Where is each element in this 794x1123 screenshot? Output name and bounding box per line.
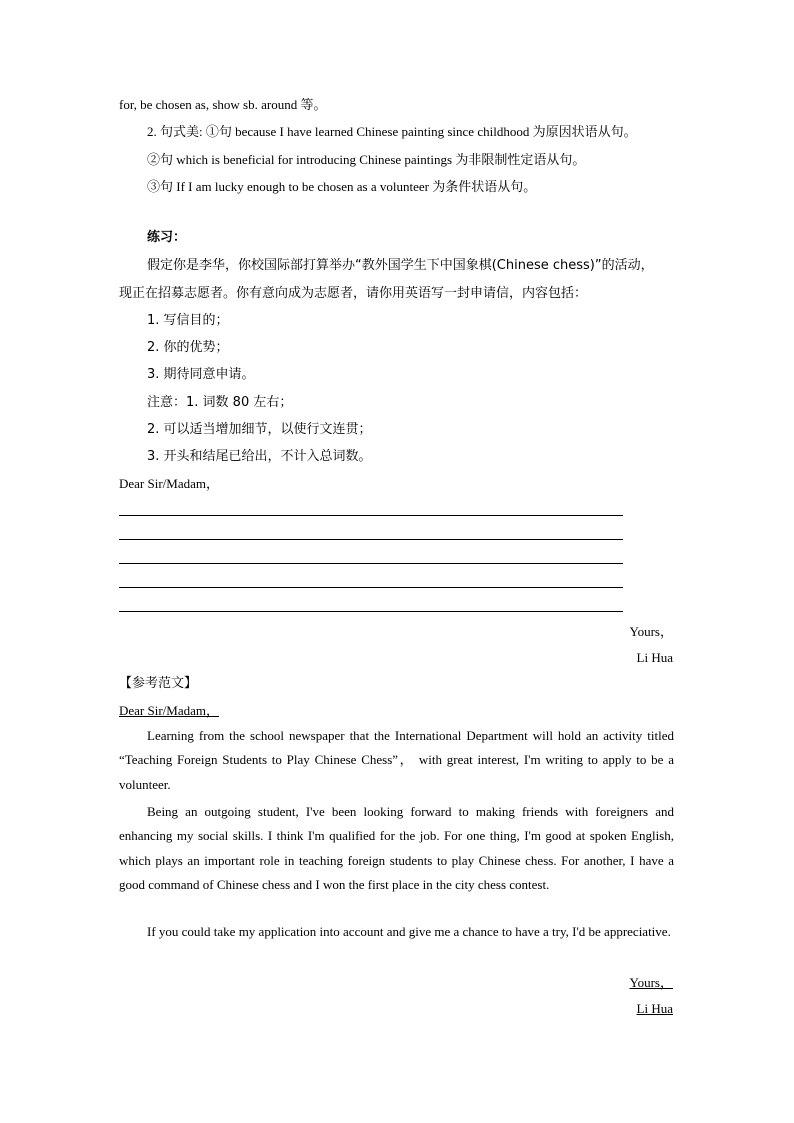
grammar-line-1: for, be chosen as, show sb. around 等。 — [119, 97, 327, 112]
exercise-note-3: 3. 开头和结尾已给出，不计入总词数。 — [147, 449, 372, 464]
grammar-line-4: ③句 If I am lucky enough to be chosen as a volunteer 为条件状语从句。 — [147, 179, 537, 194]
exercise-signature: Li Hua — [636, 650, 673, 665]
writing-line — [119, 563, 623, 564]
sample-heading: 【参考范文】 — [119, 676, 198, 691]
exercise-prompt-line-2: 现正在招募志愿者。你有意向成为志愿者，请你用英语写一封申请信，内容包括： — [119, 286, 588, 301]
sample-paragraph-2: Being an outgoing student, I've been looking forward to making friends with foreigners and enhancing my social skills. I think I'm qualified for the job. For one thing, I'm good at spoken English, which plays an important role in teaching foreign students to play Chinese chess. For another, I have a good command of Chinese chess and I won the first place in the city chess contest. — [119, 804, 674, 892]
sample-salutation: Dear Sir/Madam， — [119, 703, 220, 718]
grammar-line-3: ②句 which is beneficial for introducing Chinese paintings 为非限制性定语从句。 — [147, 152, 586, 167]
exercise-prompt-line-1: 假定你是李华，你校国际部打算举办“教外国学生下中国象棋(Chinese chess)”的活动， — [147, 258, 654, 273]
exercise-point-2: 2. 你的优势； — [147, 340, 229, 355]
exercise-salutation: Dear Sir/Madam， — [119, 476, 220, 491]
exercise-note-1: 注意：1. 词数 80 左右； — [147, 395, 293, 410]
sample-paragraph-3: If you could take my application into account and give me a chance to have a try, I'd be appreciative. — [147, 924, 671, 939]
writing-line — [119, 539, 623, 540]
exercise-point-1: 1. 写信目的； — [147, 313, 229, 328]
sample-paragraph-1: Learning from the school newspaper that the International Department will hold an activity titled “Teaching Foreign Students to Play Chinese Chess”， with great interest, I'm writing to apply to be a volunteer. — [119, 728, 674, 792]
exercise-note-2: 2. 可以适当增加细节，以使行文连贯； — [147, 422, 372, 437]
writing-line — [119, 587, 623, 588]
writing-line — [119, 611, 623, 612]
exercise-closing: Yours， — [629, 624, 673, 639]
sample-closing: Yours， — [629, 975, 673, 990]
writing-line — [119, 515, 623, 516]
sample-signature: Li Hua — [636, 1001, 673, 1016]
exercise-point-3: 3. 期待同意申请。 — [147, 367, 255, 382]
exercise-heading: 练习： — [147, 230, 187, 245]
grammar-line-2: 2. 句式美: ①句 because I have learned Chinese painting since childhood 为原因状语从句。 — [147, 124, 637, 139]
